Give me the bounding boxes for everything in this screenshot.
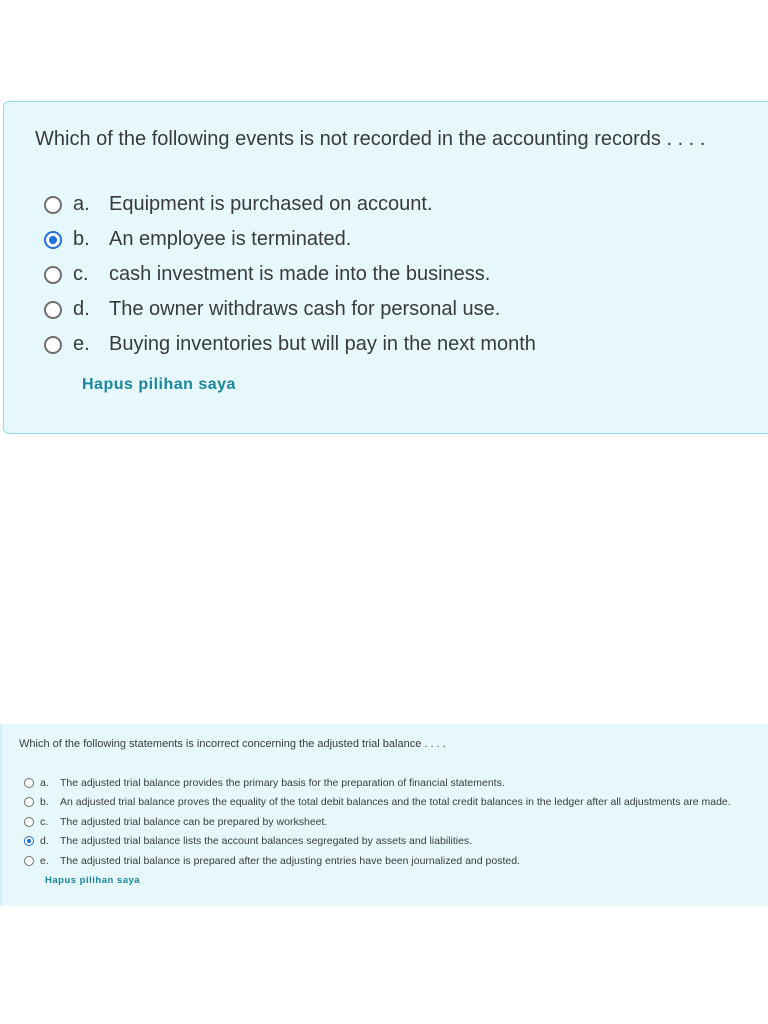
answer-option-c[interactable] (44, 257, 536, 292)
answer-letter: d. (40, 835, 49, 848)
answer-letter: d. (73, 298, 90, 320)
radio-button-b[interactable] (44, 231, 62, 249)
question-card (3, 101, 768, 434)
radio-button-d[interactable] (24, 836, 34, 846)
answer-letter: a. (73, 193, 90, 215)
answer-option-b[interactable] (24, 793, 731, 813)
answer-option-e[interactable] (44, 327, 536, 362)
answer-list (24, 773, 731, 871)
answer-text: cash investment is made into the business. (109, 263, 491, 285)
radio-button-c[interactable] (44, 266, 62, 284)
answer-option-a[interactable] (24, 773, 731, 793)
radio-button-b[interactable] (24, 797, 34, 807)
question-text: Which of the following events is not recorded in the accounting records . . . . (35, 128, 706, 150)
answer-text: An adjusted trial balance proves the equality of the total debit balances and the total credit balances in the ledger after all adjustments are made. (60, 796, 731, 809)
answer-letter: a. (40, 776, 49, 789)
answer-text: The adjusted trial balance lists the account balances segregated by assets and liabilities. (60, 835, 473, 848)
answer-option-e[interactable] (24, 851, 731, 871)
radio-button-e[interactable] (44, 336, 62, 354)
answer-text: The owner withdraws cash for personal use. (109, 298, 501, 320)
answer-text: The adjusted trial balance is prepared after the adjusting entries have been journalized and posted. (60, 854, 520, 867)
radio-button-a[interactable] (24, 778, 34, 788)
answer-letter: b. (40, 796, 49, 809)
answer-letter: e. (73, 333, 90, 355)
radio-button-e[interactable] (24, 856, 34, 866)
answer-option-d[interactable] (44, 292, 536, 327)
answer-text: The adjusted trial balance provides the primary basis for the preparation of financial statements. (60, 776, 505, 789)
question-card (0, 724, 768, 906)
answer-text: Equipment is purchased on account. (109, 193, 433, 215)
radio-button-c[interactable] (24, 817, 34, 827)
answer-option-d[interactable] (24, 832, 731, 852)
answer-letter: e. (40, 854, 49, 867)
clear-choice-link[interactable]: Hapus pilihan saya (82, 376, 236, 393)
answer-text: An employee is terminated. (109, 228, 352, 250)
clear-choice-link[interactable]: Hapus pilihan saya (45, 875, 141, 886)
answer-text: Buying inventories but will pay in the next month (109, 333, 536, 355)
answer-option-c[interactable] (24, 812, 731, 832)
answer-letter: b. (73, 228, 90, 250)
answer-option-b[interactable] (44, 222, 536, 257)
question-text: Which of the following statements is incorrect concerning the adjusted trial balance . . . . (19, 738, 446, 750)
answer-letter: c. (73, 263, 89, 285)
radio-button-a[interactable] (44, 196, 62, 214)
answer-option-a[interactable] (44, 187, 536, 222)
answer-letter: c. (40, 815, 49, 828)
answer-list (44, 187, 536, 362)
radio-button-d[interactable] (44, 301, 62, 319)
answer-text: The adjusted trial balance can be prepared by worksheet. (60, 815, 328, 828)
